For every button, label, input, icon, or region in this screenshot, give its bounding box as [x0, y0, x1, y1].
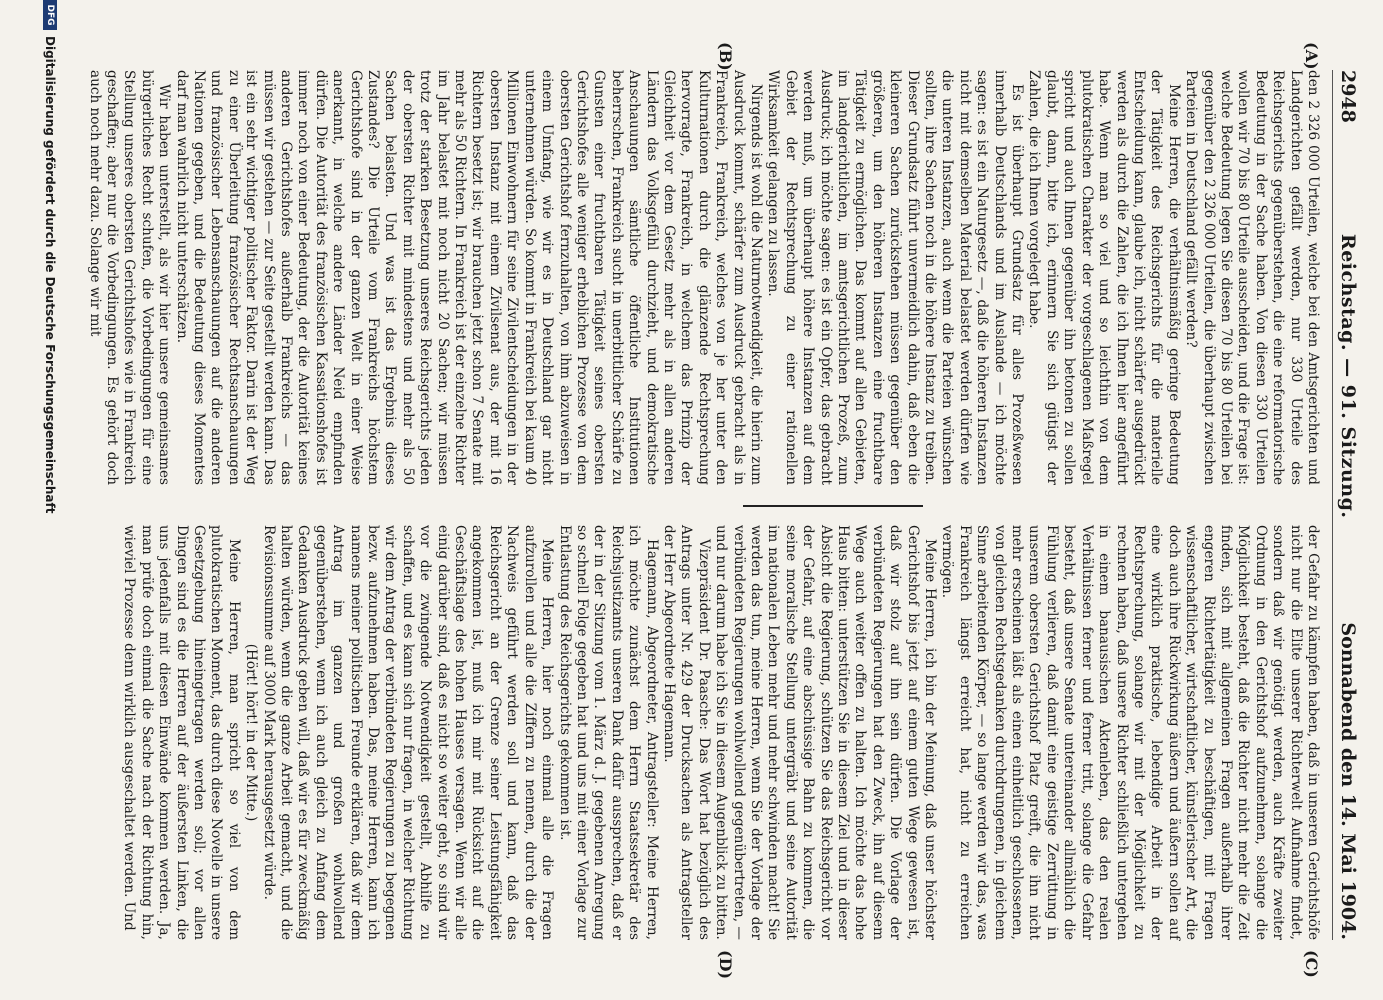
page-number: 2948	[1337, 70, 1359, 123]
dfg-logo: DFG	[43, 0, 57, 30]
page-header	[1332, 70, 1363, 940]
digitization-credit: Digitalisierung gefördert durch die Deutsche Forschungsgemeinschaft	[43, 36, 57, 514]
left-column	[86, 70, 1321, 485]
right-interjection: (Hört! hört! in der Mitte.)	[243, 643, 260, 822]
session-date: Sonnabend den 14. Mai 1904.	[1337, 622, 1359, 940]
right-paragraph-4: Hagemann, Abgeordneter, Antragsteller: Meine Herren, ich möchte zunächst dem Herrn Staatssekretär des Reichsjustizamts unseren Dank dafür aussprechen, daß er der in der Sitzung vom 1. März d. J. gegebenen Anregung so schnell Folge gegeben hat und uns mit einer Vorlage zur Entlastung des Reichsgerichts gekommen ist.	[556, 525, 660, 940]
left-paragraph-1: den 2 326 000 Urteilen, welche bei den Amtsgerichten und Landgerichten gefällt werden, nur 330 Urteile des Reichsgerichts gegenüberstehen, die eine reformatorische Bedeutung in der Sache haben. Von diesen 330 Urteilen wollen wir 70 bis 80 Urteile ausscheiden, und die Frage ist: welche Bedeutung legen Sie diesen 70 bis 80 Urteilen bei gegenüber den 2 326 000 Urteilen, die überhaupt zwischen Parteien in Deutschland gefällt werden?	[1183, 70, 1321, 485]
right-paragraph-5: Meine Herren, hier noch einmal alle die Fragen aufzurollen und alle die Ziffern zu nennen, durch die der Nachweis geführt werden soll und kann, daß das Reichsgericht an der Grenze seiner Leistungsfähigkeit angekommen ist, muß ich mir mit Rücksicht auf die Geschäftslage des hohen Hauses versagen. Wenn wir alle einig darüber sind, daß es nicht so weiter geht, so sind wir vor die zwingende Notwendigkeit gestellt, Abhilfe zu schaffen, und es kann sich nur fragen, in welcher Richtung wir dem Antrag der verbündeten Regierungen zu begegnen bezw. aufzunehmen haben. Das, meine Herren, kann ich namens meiner politischen Freunde erklären, daß wir dem Antrag im ganzen und großen wohlwollend gegenüberstehen, wenn ich auch gleich zu Anfang dem Gedanken Ausdruck geben will, daß wir es für zweckmäßig halten würden, wenn die ganze Arbeit gemacht, und die Revisionssumme auf 3000 Mark herausgesetzt würde.	[260, 525, 556, 940]
left-paragraph-4: Nirgends ist wohl die Naturnotwendigkeit, die hierin zum Ausdruck kommt, schärfer zum Ausdruck gebracht als in Frankreich, Frankreich, welches von je her unter den Kulturnationen durch die glänzende Rechtsprechung hervorragte, Frankreich, in welchem das Prinzip der Gleichheit vor dem Gesetz mehr als in allen anderen Ländern das Volksgefühl durchzieht, und demokratische Anschauungen sämtliche öffentliche Institutionen beherrschen, Frankreich sucht in unerbittlicher Schärfe zu Gunsten einer fruchtbaren Tätigkeit seines obersten Gerichtshofes alle weniger erheblichen Prozesse von dem obersten Gerichtshof fernzuhalten, von ihm abzuweisen in einem Umfang, wie wir es in Deutschland gar nicht unternehmen würden. So kommt in Frankreich bei kaum 40 Millionen Einwohnern für seine Zivilentscheidungen in der obersten Instanz mit einem Zivilsenat aus, der mit 16 Richtern besetzt ist; wir brauchen jetzt schon 7 Senate mit mehr als 50 Richtern. In Frankreich ist der einzelne Richter im Jahr belastet mit noch nicht 20 Sachen; wir müssen trotz der starken Besetzung unseres Reichsgerichts jeden der obersten Richter mit mindestens und mehr als 50 Sachen belasten. Und was ist das Ergebnis dieses Zustandes? Die Urteile vom Frankreichs höchstem Gerichtshofe sind in der ganzen Welt in einer Weise anerkannt, in welche andere Länder Neid empfinden dürfen. Die Autorität des französischen Kassationshofes ist immer noch von einer Bedeutung, der die Autorität keines anderen Gerichtshofes außerhalb Frankreichs — das müssen wir gestehen — zur Seite gestellt werden kann. Das ist ein sehr wichtiger politischer Faktor. Darin ist der Weg zu einer Überleitung französischer Rechtsanschauungen und französischer Lebensanschauungen auf die anderen Nationen gegeben, und die Bedeutung dieses Momentes darf man wahrlich nicht unterschätzen.	[173, 70, 764, 485]
right-paragraph-1: der Gefahr zu kämpfen haben, daß in unseren Gerichtshöfe nicht nur die Elite unserer Richterwelt Aufnahme findet, sondern daß wir genötigt werden, auch Kräfte zweiter Ordnung in den Gerichtshof aufzunehmen, solange die Möglichkeit besteht, daß die Richter nicht mehr die Zeit finden, sich mit allgemeinen Fragen außerhalb ihrer engeren Richtertätigkeit zu beschäftigen, mit Fragen wissenschaftlicher, wirtschaftlicher, künstlerischer Art, die doch auch ihre Rückwirkung äußern und äußern sollen auf eine wirklich praktische, lebendige Arbeit in der Rechtsprechung, solange wir mit der Möglichkeit zu rechnen haben, daß unsere Richter schließlich untergehen in einem banausischen Aktenleben, das den realen Verhältnissen ferner und ferner tritt, solange die Gefahr besteht, daß unsere Senate untereinander allmählich die Fühlung verlieren, daß damit eine geistige Zerrüttung in unserem obersten Gerichtshof Platz greift, die ihn nicht mehr erscheinen läßt als einen einheitlich geschlossenen, von gleichen Rechtsgedanken durchdrungenen, in gleichem Sinne arbeitenden Körper, — so lange werden wir das, was Frankreich längst erreicht hat, nicht zu erreichen vermögen.	[939, 525, 1321, 940]
right-column	[121, 525, 1321, 940]
running-title: Reichstag. — 91. Sitzung.	[1337, 233, 1359, 519]
digitization-footer	[35, 0, 65, 1000]
margin-marker-a: (A)	[1302, 42, 1321, 70]
right-paragraph-6: Meine Herren, man spricht so viel von dem plutokratischen Moment, das durch diese Novelle in unsere Gesetzgebung hineingetragen werden soll; vor allen Dingen sind es die Herren auf der äußersten Linken, die uns jedenfalls mit diesen Einwände kommen werden. Ja, man prüfe doch einmal die Sache nach der Richtung hin, wieviel Prozesse denn wirklich ausgeschaltet werden. Und	[121, 525, 242, 940]
left-paragraph-5: Wir haben unterstellt, als wir hier unsere gemeinsames bürgerliches Recht schufen, die Vorbedingungen für eine Stellung unseres obersten Gerichtshofes wie in Frankreich geschaffen; aber nur die Vorbedingungen. Es gehört doch auch noch mehr dazu. Solange wir mit	[86, 70, 173, 485]
right-paragraph-3: Vizepräsident Dr. Paasche: Das Wort hat bezüglich des Antrags unter Nr. 429 der Drucksachen als Antragsteller der Herr Abgeordnete Hagemann.	[660, 525, 712, 940]
margin-marker-d: (D)	[716, 950, 735, 980]
right-paragraph-2: Meine Herren, ich bin der Meinung, daß unser höchster Gerichtshof bis jetzt auf einem guten Wege gewesen ist, daß wir stolz auf ihn sein dürfen. Die Vorlage der verbündeten Regierungen hat den Zweck, ihn auf diesem Wege auch weiter offen zu halten. Ich möchte das hohe Haus bitten: unterstützen Sie in diesem Ziel und in dieser Absicht die Regierung, schützen Sie das Reichsgericht vor der Gefahr, auf eine abschüssige Bahn zu kommen, die seine moralische Stellung untergräbt und seine Autorität im nationalen Leben mehr und mehr schwinden macht! Sie werden das tun, meine Herren, wenn Sie der Vorlage der verbündeten Regierungen wohlwollend gegenübertreten, — und nur darum habe ich Sie in diesem Augenblick zu bitten.	[713, 525, 939, 940]
left-paragraph-3: Es ist überhaupt Grundsatz für alles Prozeßwesen innerhalb Deutschlands und im Auslande — ich möchte sagen: es ist ein Naturgesetz —, daß die höheren Instanzen nicht mit demselben Material belastet werden dürfen wie die unteren Instanzen, auch wenn die Parteien wünschen sollten, ihre Sachen noch in die höhere Instanz zu treiben. Dieser Grundsatz führt unvermeidlich dahin, daß eben die kleineren Sachen zurückstehen müssen gegenüber den größeren, um den höheren Instanzen eine fruchtbare Tätigkeit zu ermöglichen. Das kommt auf allen Gebieten, im landgerichtlichen, im amtsgerichtlichen Prozeß, zum Ausdruck; ich möchte sagen: es ist ein Opfer, das gebracht werden muß, um überhaupt höhere Instanzen auf dem Gebiet der Rechtsprechung zu einer rationellen Wirksamkeit gelangen zu lassen.	[765, 70, 1026, 485]
column-divider	[743, 505, 923, 507]
left-paragraph-2: Meine Herren, die verhältnismäßig geringe Bedeutung der Tätigkeit des Reichsgerichts für die materielle Entscheidung kann, glaube ich, nicht schärfer ausgedrückt werden als durch die Zahlen, die ich Ihnen hier angeführt habe. Wenn man so viel und so leichthin von dem plutokratischen Charakter der vorgeschlagenen Maßregel spricht und auch Ihnen gegenüber ihn betonen zu sollen glaubt, dann, bitte ich, erinnern Sie sich gütigst der Zahlen, die ich Ihnen vorgelegt habe.	[1026, 70, 1182, 485]
margin-marker-b: (B)	[716, 42, 735, 71]
margin-marker-c: (C)	[1302, 950, 1321, 978]
